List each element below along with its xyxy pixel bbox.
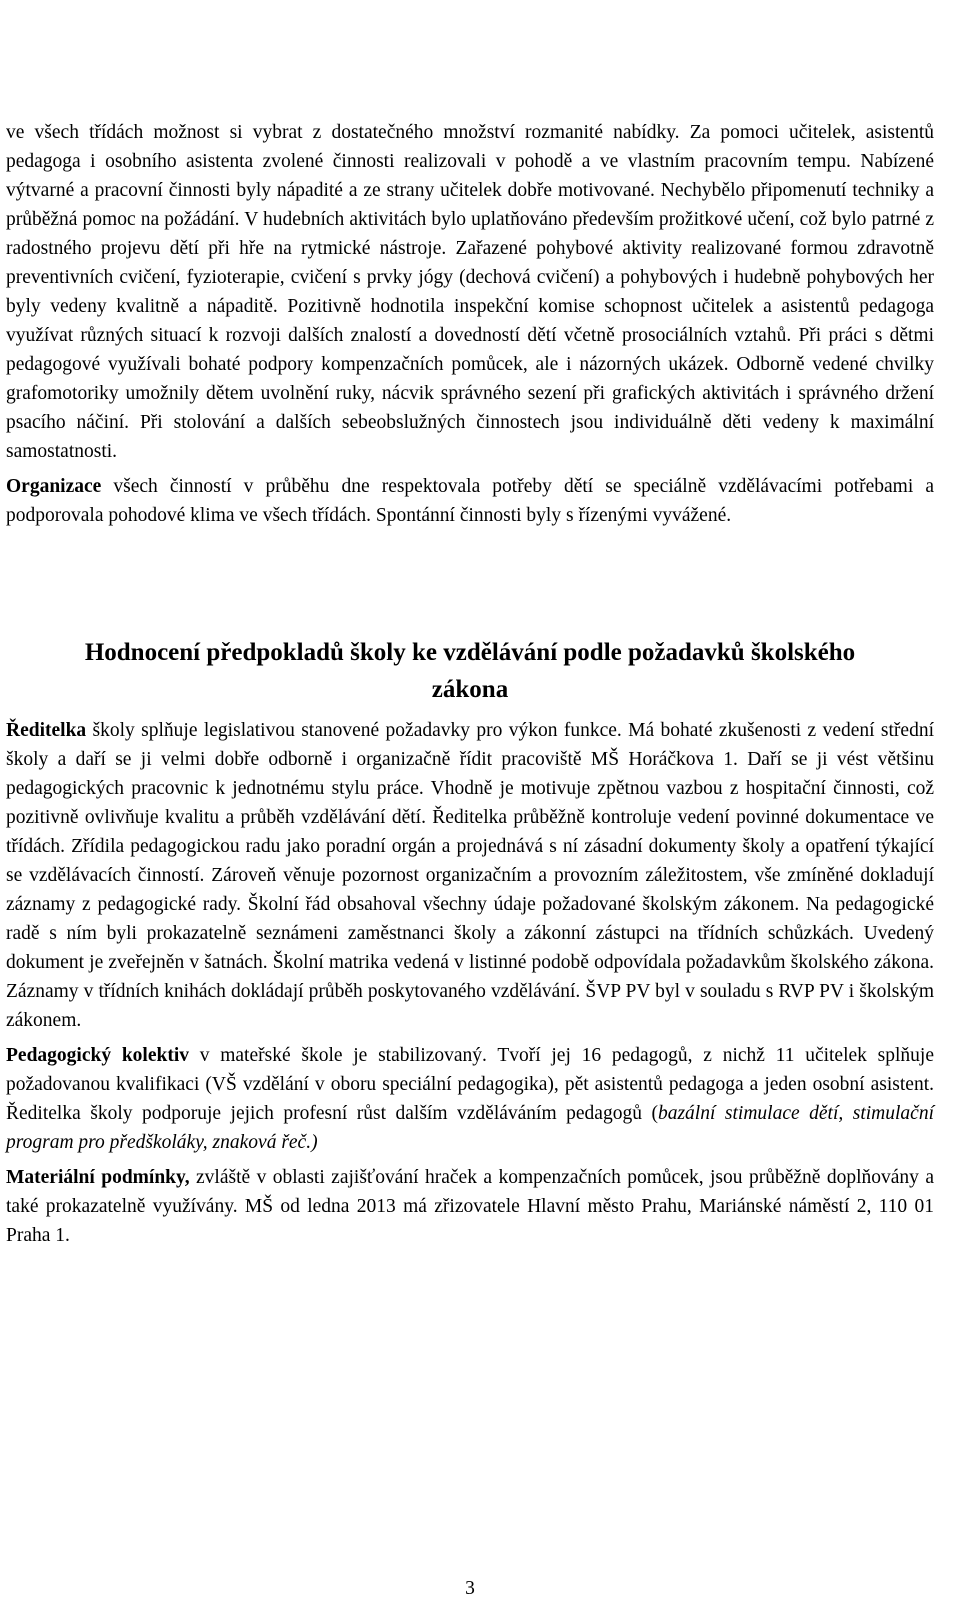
paragraph-director-text: školy splňuje legislativou stanovené požadavky pro výkon funkce. Má bohaté zkušenosti z vedení střední školy a daří se ji velmi dobře odborně i organizačně řídit pracoviště MŠ Horáčkova 1. Daří se ji vést většinu pedagogických pracovnic k jednotnému stylu práce. Vhodně je motivuje zpětnou vazbou z hospitační činnosti, což pozitivně ovlivňuje kvalitu a průběh vzdělávání dětí. Ředitelka průběžně kontroluje vedení povinné dokumentace ve třídách. Zřídila pedagogickou radu jako poradní orgán a projednává s ní zásadní dokumenty školy a opatření týkající se vzdělávacích činností. Zároveň věnuje pozornost organizačním a provozním záležitostem, vše zmíněné dokladují záznamy z pedagogické rady. Školní řád obsahoval všechny údaje požadované školským zákonem. Na pedagogické radě s ním byli prokazatelně seznámeni zaměstnanci školy a zákonní zástupci na třídních schůzkách. Uvedený dokument je zveřejněn v šatnách. Školní matrika vedená v listinné podobě odpovídala požadavkům školského zákona. Záznamy v třídních knihách dokládají průběh poskytovaného vzdělávání. ŠVP PV byl v souladu s RVP PV i školským zákonem.	[6, 720, 934, 1031]
paragraph-material	[6, 1163, 934, 1250]
lead-director: Ředitelka	[6, 720, 87, 741]
paragraph-director	[6, 716, 934, 1035]
document-body	[6, 118, 934, 1250]
header-report-info	[775, 6, 938, 64]
paragraph-activities: ve všech třídách možnost si vybrat z dostatečného množství rozmanité nabídky. Za pomoci učitelek, asistentů pedagoga i osobního asistenta zvolené činnosti realizovali v pohodě a ve vlastním pracovním tempu. Nabízené výtvarné a pracovní činnosti byly nápadité a ze strany učitelek dobře motivované. Nechybělo připomenutí techniky a průběžná pomoc na požádání. V hudebních aktivitách bylo uplatňováno především prožitkové učení, což bylo patrné z radostného projevu dětí při hře na rytmické nástroje. Zařazené pohybové aktivity realizované formou zdravotně preventivních cvičení, fyzioterapie, cvičení s prvky jógy (dechová cvičení) a pohybových i hudebně pohybových her byly vedeny kvalitně a nápaditě. Pozitivně hodnotila inspekční komise schopnost učitelek a asistentů pedagoga využívat různých situací k rozvoji dalších znalostí a dovedností dětí včetně prosociálních vztahů. Při práci s dětmi pedagogové využívali bohaté podpory kompenzačních pomůcek, ale i názorných ukázek. Odborně vedené chvilky grafomotoriky umožnily dětem uvolnění ruky, nácvik správného sezení při grafických aktivitách i správného držení psacího náčiní. Při stolování a dalších sebeobslužných činnostech jsou individuálně děti vedeny k maximální samostatnosti.	[6, 122, 934, 462]
paragraph-organization	[6, 472, 934, 530]
header-reference-number: Čj.: ČŠIA-915/13-A	[774, 38, 938, 60]
paragraph-material-text: zvláště v oblasti zajišťování hraček a kompenzačních pomůcek, jsou průběžně doplňovány a také prokazatelně využívány. MŠ od ledna 2013 má zřizovatele Hlavní město Prahu, Mariánské náměstí 2, 110 01 Praha 1.	[6, 1167, 934, 1246]
paragraph-staff-courses: bazální stimulace dětí, stimulační program pro předškoláky, znaková řeč.)	[6, 1103, 934, 1153]
lead-staff: Pedagogický kolektiv	[6, 1045, 189, 1066]
paragraph-staff-text: v mateřské škole je stabilizovaný. Tvoří jej 16 pedagogů, z nichž 11 učitelek splňuje požadovanou kvalifikaci (VŠ vzdělání v oboru speciální pedagogika), pět asistentů pedagoga a jeden osobní asistent. Ředitelka školy podporuje jejich profesní růst dalším vzděláváním pedagogů (	[6, 1045, 934, 1124]
header-report-title: Inspekční zpráva	[797, 9, 938, 31]
paragraph-organization-text: všech činností v průběhu dne respektovala potřeby dětí se speciálně vzdělávacími potřebami a podporovala pohodové klima ve všech třídách. Spontánní činnosti byly s řízenými vyvážené.	[6, 476, 934, 526]
header-inspectorate: Pražský inspektorát České školní inspekce	[6, 9, 353, 31]
lead-organization: Organizace	[6, 476, 102, 497]
lead-material: Materiální podmínky,	[6, 1167, 190, 1188]
paragraph-staff	[6, 1041, 934, 1157]
section-heading: Hodnocení předpokladů školy ke vzdělávání podle požadavků školského zákona	[84, 639, 856, 703]
page-number: 3	[465, 1578, 475, 1599]
